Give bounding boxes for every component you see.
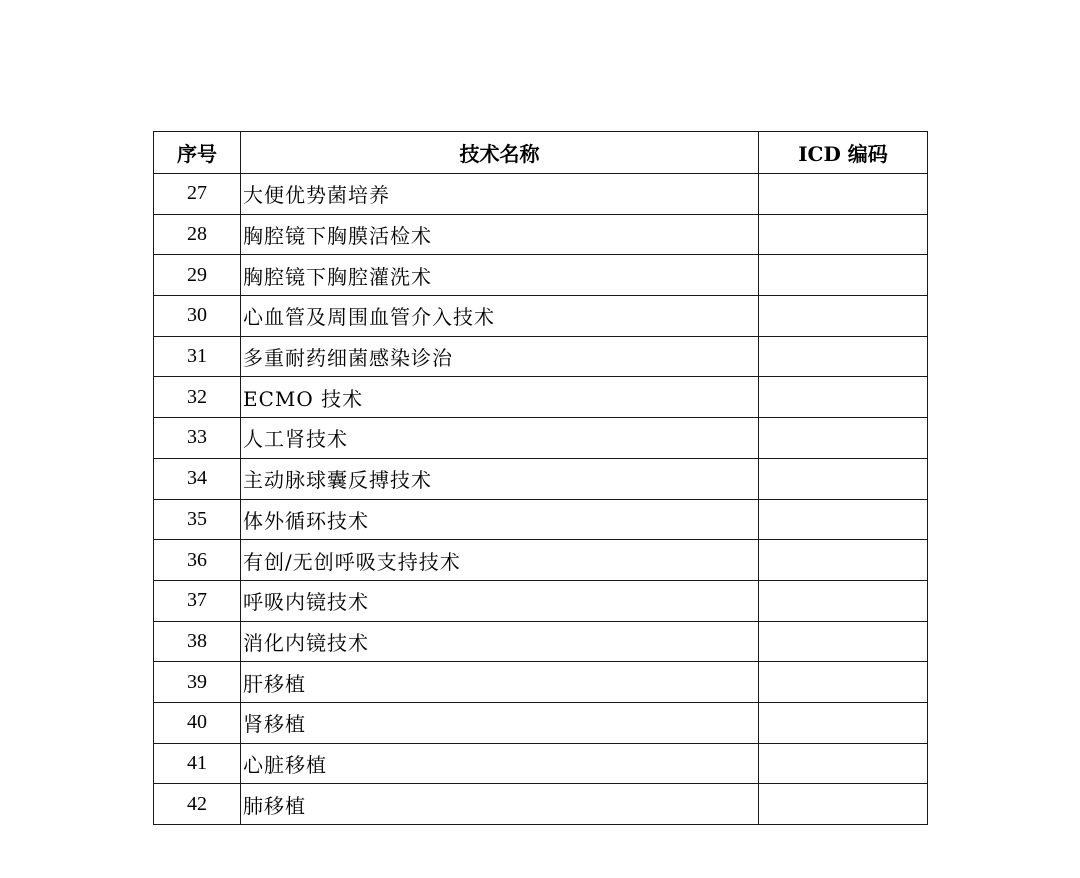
row-icd-code xyxy=(759,784,928,825)
row-icd-code xyxy=(759,214,928,255)
table-row xyxy=(154,214,928,255)
table-row xyxy=(154,336,928,377)
table-row xyxy=(154,377,928,418)
row-index: 39 xyxy=(154,662,241,703)
row-index: 33 xyxy=(154,418,241,459)
row-icd-code xyxy=(759,255,928,296)
row-index: 27 xyxy=(154,174,241,215)
row-icd-code xyxy=(759,418,928,459)
row-technology-name: 主动脉球囊反搏技术 xyxy=(241,458,759,499)
table-row xyxy=(154,540,928,581)
row-technology-name: 肾移植 xyxy=(241,702,759,743)
table-row xyxy=(154,418,928,459)
table-body xyxy=(154,174,928,825)
row-icd-code xyxy=(759,499,928,540)
row-index: 38 xyxy=(154,621,241,662)
row-index: 29 xyxy=(154,255,241,296)
row-icd-code xyxy=(759,743,928,784)
row-icd-code xyxy=(759,702,928,743)
row-icd-code xyxy=(759,662,928,703)
row-index: 41 xyxy=(154,743,241,784)
row-icd-code xyxy=(759,296,928,337)
row-index: 31 xyxy=(154,336,241,377)
table-row xyxy=(154,580,928,621)
row-index: 40 xyxy=(154,702,241,743)
row-technology-name: 心血管及周围血管介入技术 xyxy=(241,296,759,337)
row-technology-name: 大便优势菌培养 xyxy=(241,174,759,215)
row-technology-name: 肝移植 xyxy=(241,662,759,703)
table-row xyxy=(154,174,928,215)
row-icd-code xyxy=(759,540,928,581)
row-technology-name: 消化内镜技术 xyxy=(241,621,759,662)
table-row xyxy=(154,296,928,337)
row-index: 34 xyxy=(154,458,241,499)
row-index: 37 xyxy=(154,580,241,621)
row-icd-code xyxy=(759,580,928,621)
row-technology-name: 胸腔镜下胸膜活检术 xyxy=(241,214,759,255)
table-row xyxy=(154,662,928,703)
table-row xyxy=(154,499,928,540)
row-technology-name: 体外循环技术 xyxy=(241,499,759,540)
row-icd-code xyxy=(759,458,928,499)
row-icd-code xyxy=(759,336,928,377)
table-row xyxy=(154,743,928,784)
technology-table xyxy=(153,131,928,825)
row-icd-code xyxy=(759,377,928,418)
row-technology-name: ECMO 技术 xyxy=(241,377,759,418)
header-row xyxy=(154,132,928,174)
table-header xyxy=(154,132,928,174)
table-row xyxy=(154,458,928,499)
header-index: 序号 xyxy=(154,132,241,174)
row-index: 42 xyxy=(154,784,241,825)
row-technology-name: 呼吸内镜技术 xyxy=(241,580,759,621)
table-row xyxy=(154,702,928,743)
row-technology-name: 有创/无创呼吸支持技术 xyxy=(241,540,759,581)
header-icd-code: ICD 编码 xyxy=(759,132,928,174)
row-technology-name: 肺移植 xyxy=(241,784,759,825)
row-technology-name: 人工肾技术 xyxy=(241,418,759,459)
table-row xyxy=(154,255,928,296)
table-row xyxy=(154,784,928,825)
row-technology-name: 胸腔镜下胸腔灌洗术 xyxy=(241,255,759,296)
row-index: 28 xyxy=(154,214,241,255)
row-index: 36 xyxy=(154,540,241,581)
row-technology-name: 多重耐药细菌感染诊治 xyxy=(241,336,759,377)
row-index: 35 xyxy=(154,499,241,540)
table-row xyxy=(154,621,928,662)
row-technology-name: 心脏移植 xyxy=(241,743,759,784)
row-icd-code xyxy=(759,621,928,662)
header-technology-name: 技术名称 xyxy=(241,132,759,174)
row-index: 32 xyxy=(154,377,241,418)
row-icd-code xyxy=(759,174,928,215)
row-index: 30 xyxy=(154,296,241,337)
